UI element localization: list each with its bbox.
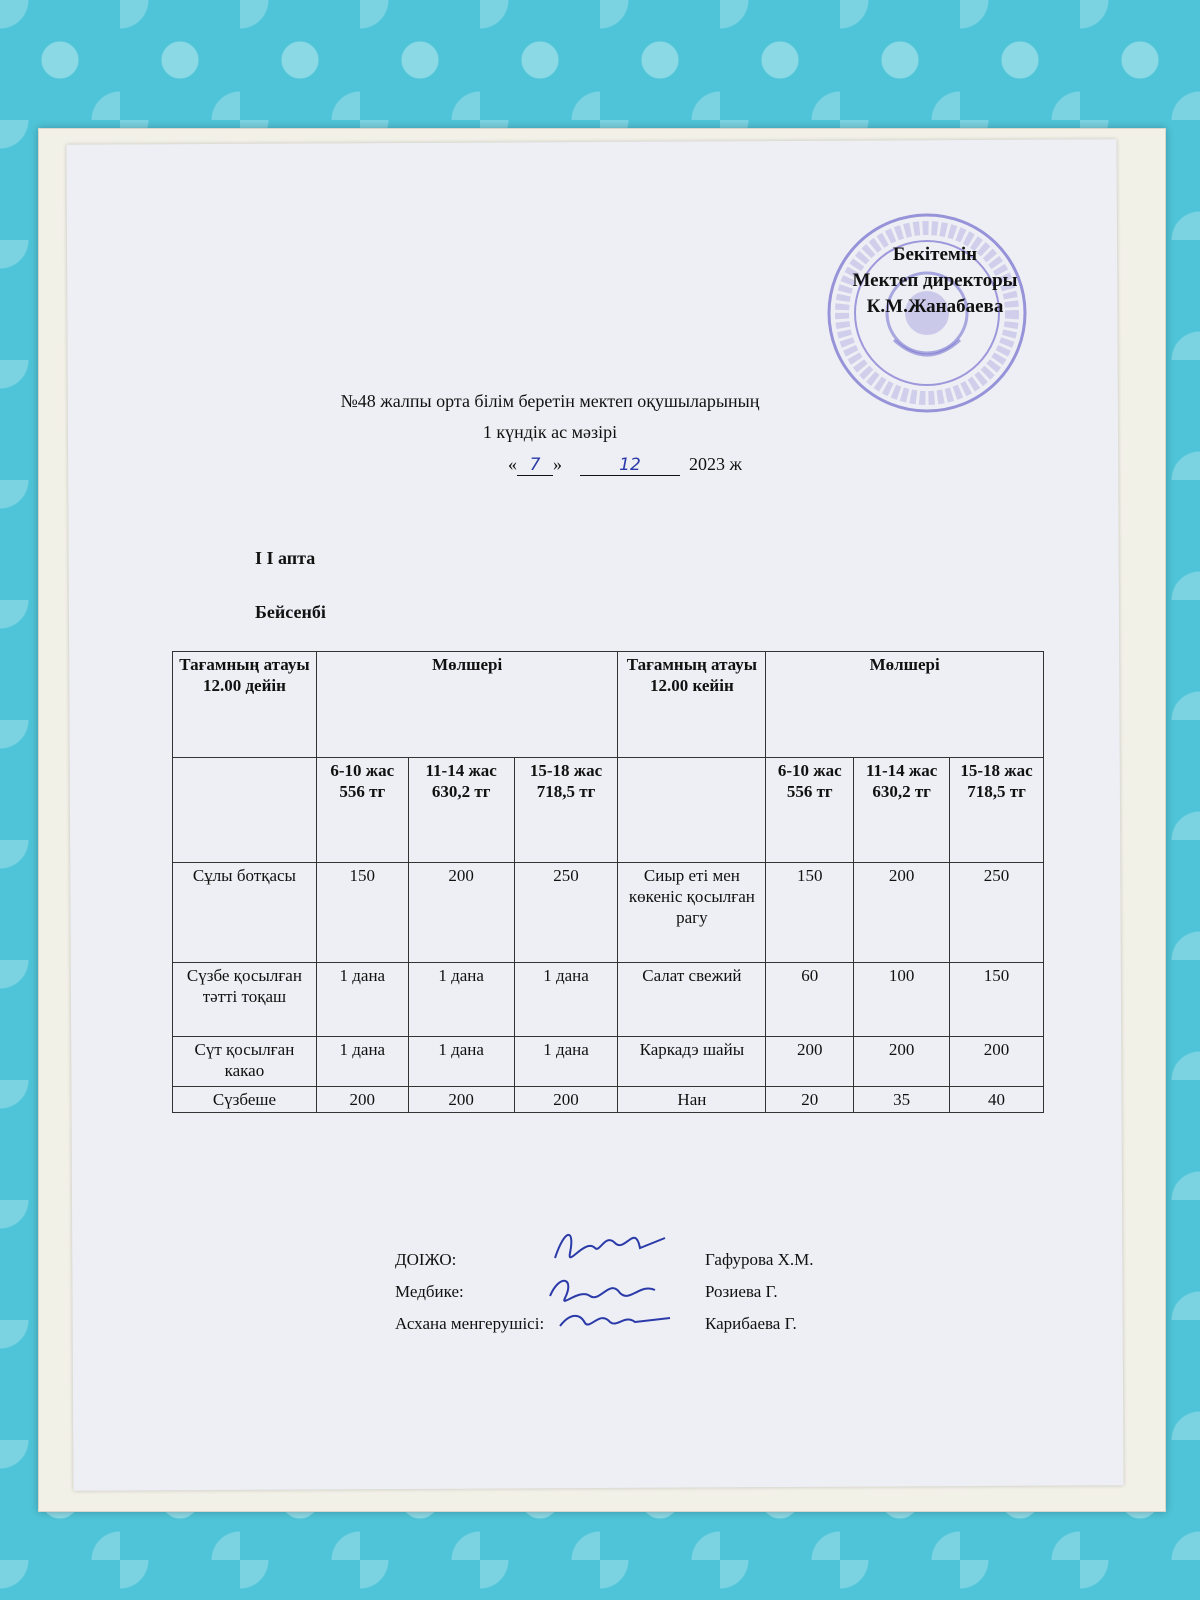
date-line [508, 454, 742, 476]
amount-cell: 1 дана [316, 963, 408, 1037]
table-row [173, 963, 1044, 1037]
amount-cell: 35 [854, 1087, 950, 1113]
amount-cell: 150 [316, 863, 408, 963]
table-row [173, 863, 1044, 963]
table-age-row [173, 758, 1044, 863]
dish-after: Салат свежий [618, 963, 766, 1037]
dish-after: Каркадэ шайы [618, 1037, 766, 1087]
amount-cell: 250 [514, 863, 618, 963]
menu-table [172, 651, 1044, 1113]
amount-cell: 20 [766, 1087, 854, 1113]
amount-cell: 200 [316, 1087, 408, 1113]
approval-block [815, 242, 1055, 320]
age-11-14-left: 11-14 жас 630,2 тг [408, 758, 514, 863]
age-11-14-right: 11-14 жас 630,2 тг [854, 758, 950, 863]
age-blank-right [618, 758, 766, 863]
amount-cell: 1 дана [514, 963, 618, 1037]
week-label: I I апта [255, 548, 316, 568]
amount-cell: 60 [766, 963, 854, 1037]
date-open-quote: « [508, 454, 517, 474]
approval-line1: Бекітемін [892, 244, 978, 265]
date-year: 2023 ж [689, 454, 742, 474]
age-6-10-right: 6-10 жас 556 тг [766, 758, 854, 863]
amount-cell: 1 дана [408, 1037, 514, 1087]
dish-after: Нан [618, 1087, 766, 1113]
amount-cell: 200 [854, 1037, 950, 1087]
date-close-quote: » [553, 454, 562, 474]
date-day: 7 [517, 455, 553, 476]
date-month: 12 [580, 455, 680, 476]
dish-before: Сүт қосылған какао [173, 1037, 317, 1087]
document-subtitle: 1 күндік ас мәзірі [482, 422, 618, 442]
header-amount-left: Мөлшері [316, 652, 618, 758]
amount-cell: 40 [950, 1087, 1044, 1113]
amount-cell: 200 [766, 1037, 854, 1087]
amount-cell: 200 [408, 863, 514, 963]
document-title: №48 жалпы орта білім беретін мектеп оқушыларының [340, 391, 760, 411]
dish-before: Сүзбе қосылған тәтті тоқаш [173, 963, 317, 1037]
signature-name: Гафурова Х.М. [705, 1250, 814, 1269]
approval-line3: К.М.Жанабаева [866, 296, 1004, 317]
amount-cell: 100 [854, 963, 950, 1037]
signature-role: Медбике: [395, 1282, 464, 1301]
amount-cell: 200 [514, 1087, 618, 1113]
signature-role: ДОІЖО: [395, 1250, 457, 1269]
amount-cell: 150 [950, 963, 1044, 1037]
signature-name: Розиева Г. [705, 1282, 778, 1301]
amount-cell: 200 [854, 863, 950, 963]
day-label: Бейсенбі [255, 602, 326, 622]
header-dish-before-noon: Тағамның атауы 12.00 дейін [173, 652, 317, 758]
amount-cell: 150 [766, 863, 854, 963]
age-15-18-left: 15-18 жас 718,5 тг [514, 758, 618, 863]
age-15-18-right: 15-18 жас 718,5 тг [950, 758, 1044, 863]
approval-line2: Мектеп директоры [852, 270, 1018, 291]
signature-name: Карибаева Г. [705, 1314, 797, 1333]
header-amount-right: Мөлшері [766, 652, 1044, 758]
amount-cell: 1 дана [316, 1037, 408, 1087]
dish-before: Сұлы ботқасы [173, 863, 317, 963]
age-blank-left [173, 758, 317, 863]
amount-cell: 250 [950, 863, 1044, 963]
age-6-10-left: 6-10 жас 556 тг [316, 758, 408, 863]
header-dish-after-noon: Тағамның атауы 12.00 кейін [618, 652, 766, 758]
amount-cell: 200 [408, 1087, 514, 1113]
amount-cell: 1 дана [514, 1037, 618, 1087]
dish-before: Сүзбеше [173, 1087, 317, 1113]
handwritten-signatures [545, 1218, 685, 1338]
amount-cell: 200 [950, 1037, 1044, 1087]
table-header-row [173, 652, 1044, 758]
table-row [173, 1037, 1044, 1087]
signature-role: Асхана менгерушісі: [395, 1314, 545, 1333]
amount-cell: 1 дана [408, 963, 514, 1037]
dish-after: Сиыр еті мен көкеніс қосылған рагу [618, 863, 766, 963]
table-row [173, 1087, 1044, 1113]
